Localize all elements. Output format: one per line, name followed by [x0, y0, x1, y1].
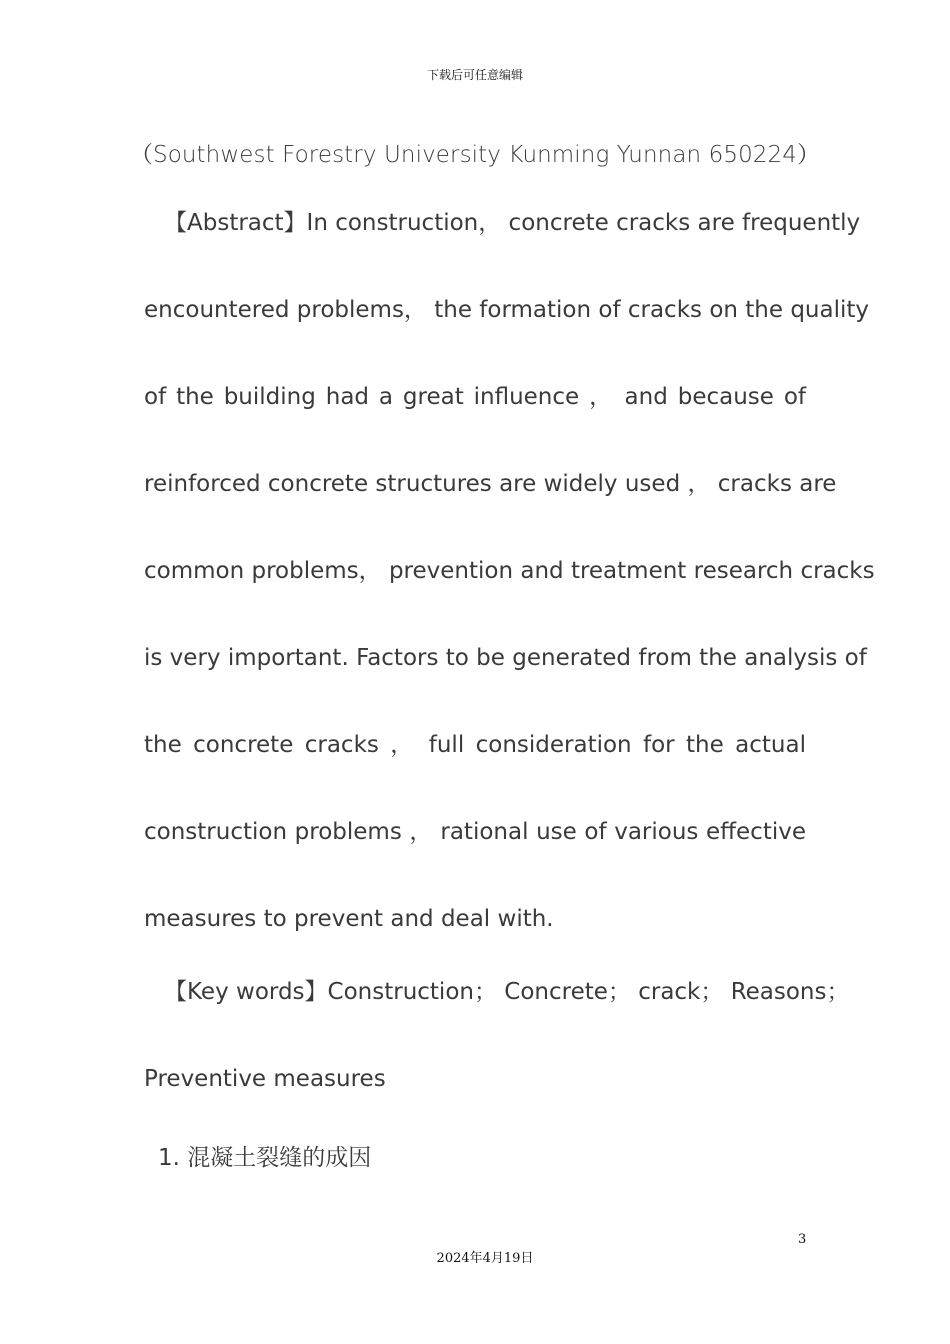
keywords-line: 【Key words】Construction； Concrete； crack； Reasons； [164, 979, 850, 1005]
author-affiliation: （Southwest Forestry University Kunming Yunnan 650224） [129, 142, 821, 168]
page-number: 3 [798, 1232, 807, 1247]
abstract-line: construction problems ， rational use of various effective [144, 819, 806, 845]
abstract-line: of the building had a great influence ， and because of [144, 384, 806, 410]
keywords-line: Preventive measures [144, 1066, 386, 1092]
abstract-line: common problems， prevention and treatment research cracks [144, 558, 875, 584]
abstract-line: is very important. Factors to be generated from the analysis of [144, 645, 867, 671]
abstract-line: the concrete cracks ， full consideration for the actual [144, 732, 806, 758]
abstract-line: reinforced concrete structures are widely used ， cracks are [144, 471, 837, 497]
section-heading: 1. 混凝土裂缝的成因 [158, 1145, 372, 1171]
abstract-line: encountered problems， the formation of cracks on the quality [144, 297, 870, 323]
abstract-line: measures to prevent and deal with. [144, 906, 554, 932]
footer-date: 2024年4月19日 [436, 1251, 534, 1266]
header-note: 下载后可任意编辑 [426, 68, 523, 82]
abstract-line: 【Abstract】In construction， concrete cracks are frequently [164, 210, 861, 236]
